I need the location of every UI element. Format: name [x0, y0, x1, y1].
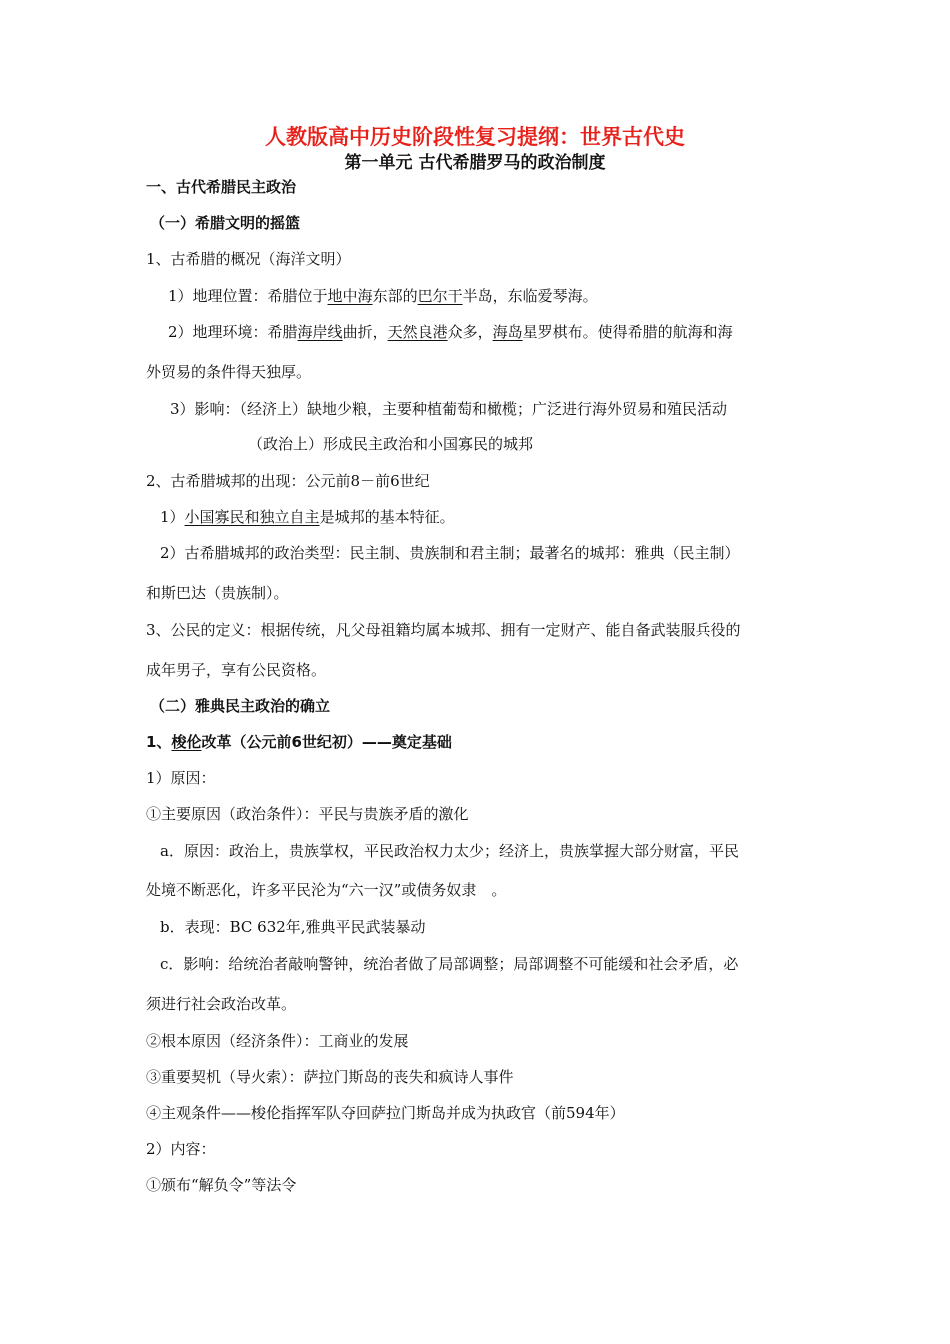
text-segment: 星罗棋布。使得希腊的航海和海 [522, 323, 733, 341]
document-title: 人教版高中历史阶段性复习提纲：世界古代史 [265, 125, 685, 149]
text-segment: 和斯巴达（贵族制）。 [146, 584, 289, 602]
text-segment: 3）影响：（经济上）缺地少粮，主要种植葡萄和橄榄；广泛进行海外贸易和殖民活动 [170, 400, 728, 418]
underlined-term: 天然良港 [387, 323, 448, 341]
underlined-term: 梭伦 [171, 733, 202, 751]
text-segment: 1）地理位置：希腊位于 [168, 287, 328, 305]
text-line [146, 583, 289, 603]
text-line [146, 1031, 409, 1051]
text-line [146, 994, 296, 1014]
text-segment: 2）地理环境：希腊 [168, 323, 298, 341]
text-segment: 东部的 [372, 287, 418, 305]
text-line [160, 543, 740, 563]
text-segment: ①颁布“解负令”等法令 [146, 1176, 297, 1194]
underlined-term: 巴尔干 [417, 287, 463, 305]
text-segment: 一、古代希腊民主政治 [146, 178, 297, 196]
text-line [160, 954, 738, 974]
text-segment: 2）内容： [146, 1140, 216, 1158]
section-heading [150, 213, 300, 233]
text-segment: 1、古希腊的概况（海洋文明） [146, 250, 351, 268]
text-segment: 是城邦的基本特征。 [319, 508, 455, 526]
text-line [146, 471, 430, 491]
text-segment: 处境不断恶化，许多平民沦为“六一汉”或债务奴隶 。 [146, 881, 507, 899]
text-line [146, 1103, 625, 1123]
text-line [170, 399, 727, 419]
section-heading [146, 732, 452, 752]
text-line [168, 322, 733, 342]
text-line [146, 249, 351, 269]
text-line [146, 1067, 514, 1087]
text-segment: 1、 [146, 733, 172, 751]
text-line [146, 362, 311, 382]
text-segment: b．表现：BC 632年,雅典平民武装暴动 [160, 918, 426, 936]
text-segment: 外贸易的条件得天独厚。 [146, 363, 312, 381]
underlined-term: 地中海 [327, 287, 373, 305]
unit-heading: 第一单元 古代希腊罗马的政治制度 [344, 153, 606, 173]
text-line [168, 286, 598, 306]
text-segment: a．原因：政治上，贵族掌权，平民政治权力太少；经济上，贵族掌握大部分财富，平民 [160, 842, 739, 860]
section-heading [146, 177, 296, 197]
text-line [160, 841, 739, 861]
text-line [146, 620, 741, 640]
text-segment: （二）雅典民主政治的确立 [150, 697, 331, 715]
text-segment: 1） [160, 508, 185, 526]
text-segment: （一）希腊文明的摇篮 [150, 214, 301, 232]
underlined-term: 海岛 [492, 323, 523, 341]
text-line [146, 804, 469, 824]
text-line [146, 660, 326, 680]
text-segment: 成年男子，享有公民资格。 [146, 661, 327, 679]
text-segment: ③重要契机（导火索）：萨拉门斯岛的丧失和疯诗人事件 [146, 1068, 514, 1086]
text-segment: 曲折， [342, 323, 388, 341]
text-line [146, 1175, 296, 1195]
text-segment: 改革（公元前6世纪初）——奠定基础 [201, 733, 452, 751]
text-segment: c．影响：给统治者敲响警钟，统治者做了局部调整；局部调整不可能缓和社会矛盾，必 [160, 955, 739, 973]
text-segment: 3、公民的定义：根据传统，凡父母祖籍均属本城邦、拥有一定财产、能自备武装服兵役的 [146, 621, 741, 639]
underlined-term: 海岸线 [297, 323, 343, 341]
text-segment: ①主要原因（政治条件）：平民与贵族矛盾的激化 [146, 805, 469, 823]
section-heading [150, 696, 330, 716]
text-line [160, 507, 455, 527]
text-segment: 半岛，东临爱琴海。 [462, 287, 598, 305]
text-line [146, 768, 216, 788]
text-segment: （政治上）形成民主政治和小国寡民的城邦 [248, 435, 534, 453]
text-segment: 1）原因： [146, 769, 216, 787]
text-segment: 众多， [447, 323, 493, 341]
text-line [146, 1139, 216, 1159]
text-segment: 2）古希腊城邦的政治类型：民主制、贵族制和君主制；最著名的城邦：雅典（民主制） [160, 544, 740, 562]
underlined-term: 小国寡民和独立自主 [184, 508, 320, 526]
text-segment: 2、古希腊城邦的出现：公元前8－前6世纪 [146, 472, 430, 490]
text-segment: 须进行社会政治改革。 [146, 995, 297, 1013]
text-segment: ②根本原因（经济条件）：工商业的发展 [146, 1032, 409, 1050]
text-segment: ④主观条件——梭伦指挥军队夺回萨拉门斯岛并成为执政官（前594年） [146, 1104, 625, 1122]
text-line [248, 434, 533, 454]
text-line [160, 917, 426, 937]
text-line [146, 880, 506, 900]
